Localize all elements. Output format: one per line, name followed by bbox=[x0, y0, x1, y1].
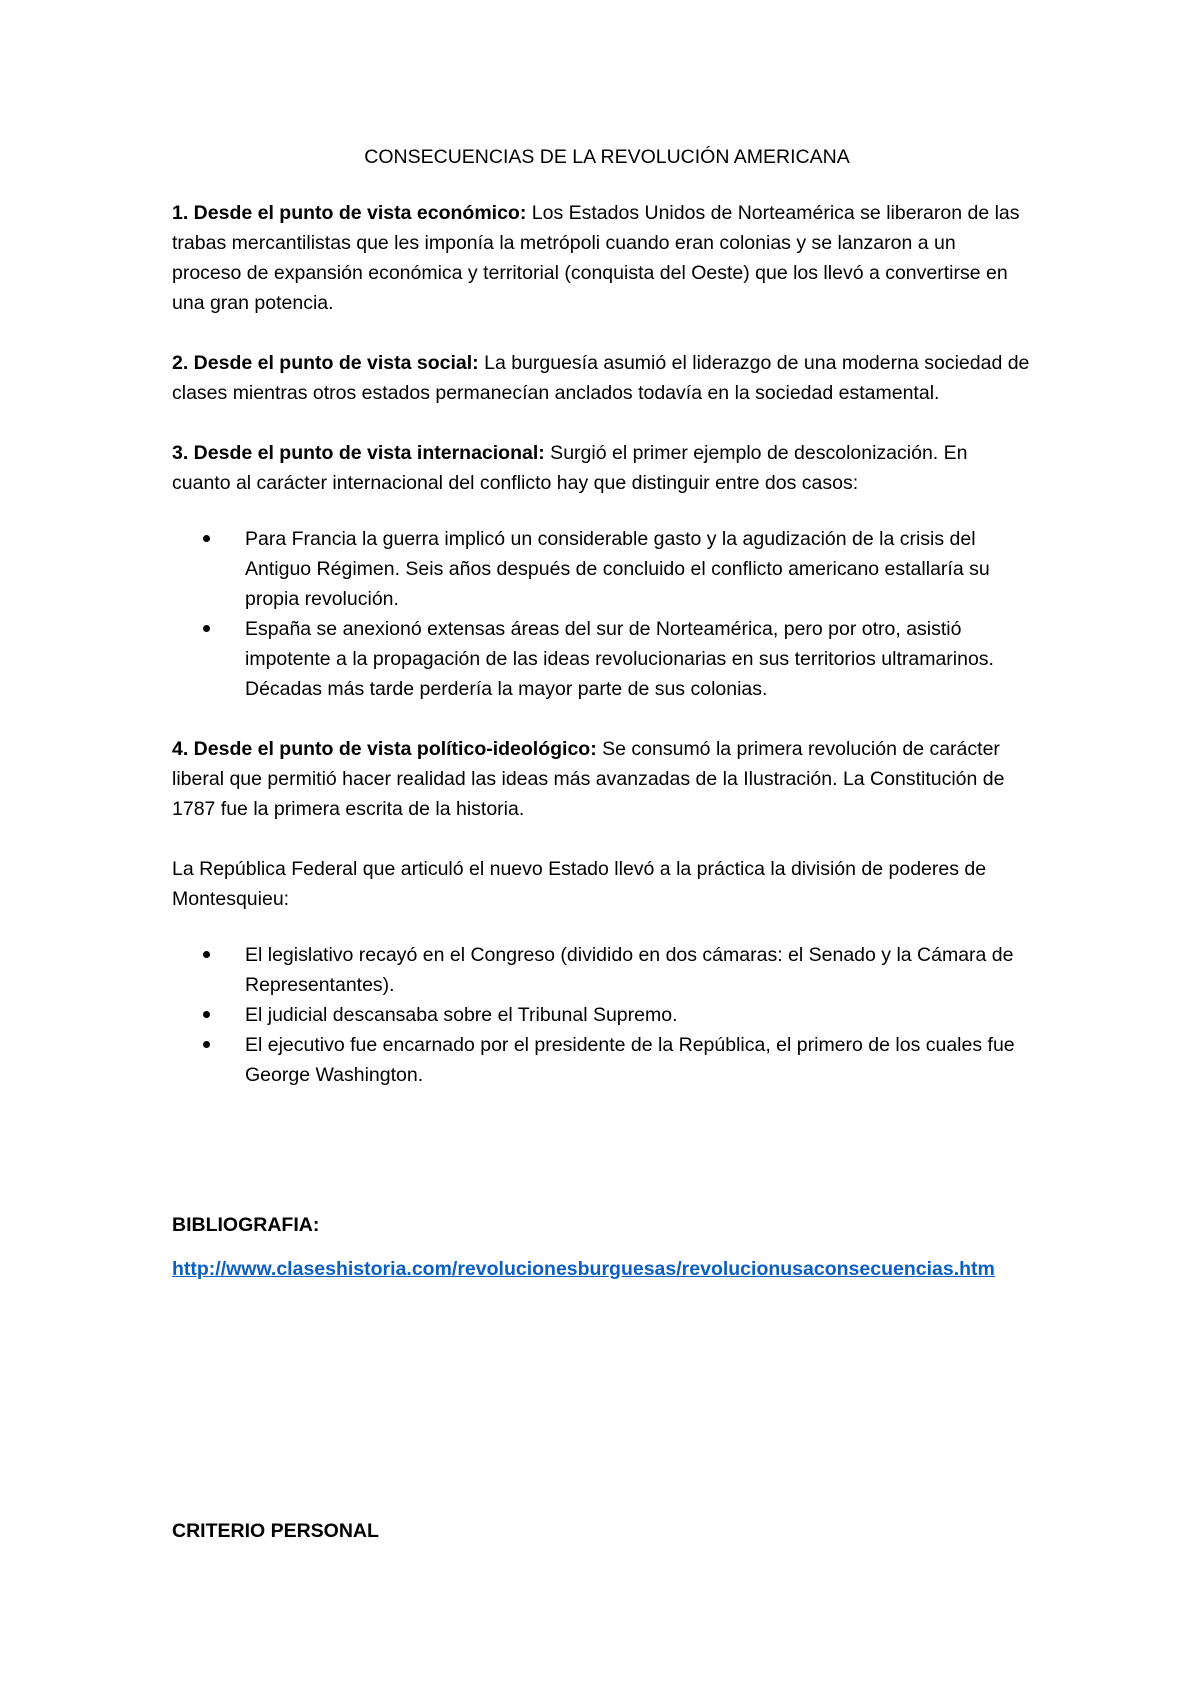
section-body: Los Estados Unidos de Norteamérica se liberaron de las trabas mercantilistas que les imponía la metrópoli cuando eran colonias y se lanzaron a un proceso de expansión económica y territorial (conquista del Oeste) que los llevó a convertirse en una gran potencia. bbox=[172, 202, 1020, 314]
international-bullet-list bbox=[172, 524, 1045, 704]
page-title: CONSECUENCIAS DE LA REVOLUCIÓN AMERICANA bbox=[364, 146, 850, 168]
section-social bbox=[172, 348, 1030, 408]
section-body: La burguesía asumió el liderazgo de una moderna sociedad de clases mientras otros estados permanecían anclados todavía en la sociedad estamental. bbox=[172, 352, 1030, 404]
section-economic bbox=[172, 198, 1030, 318]
list-item: España se anexionó extensas áreas del sur de Norteamérica, pero por otro, asistió impotente a la propagación de las ideas revolucionarias en sus territorios ultramarinos. Décadas más tarde perdería la mayor parte de sus colonias. bbox=[245, 614, 1045, 704]
section-heading: 1. Desde el punto de vista económico: bbox=[172, 202, 527, 224]
list-item: El legislativo recayó en el Congreso (dividido en dos cámaras: el Senado y la Cámara de Representantes). bbox=[245, 940, 1035, 1000]
bibliography-link[interactable]: http://www.claseshistoria.com/revolucionesburguesas/revolucionusaconsecuencias.htm bbox=[172, 1258, 995, 1280]
section-heading: 2. Desde el punto de vista social: bbox=[172, 352, 479, 374]
criterio-heading: CRITERIO PERSONAL bbox=[172, 1520, 379, 1542]
list-item: El ejecutivo fue encarnado por el presidente de la República, el primero de los cuales fue George Washington. bbox=[245, 1030, 1035, 1090]
section-body: Se consumó la primera revolución de carácter liberal que permitió hacer realidad las ideas más avanzadas de la Ilustración. La Constitución de 1787 fue la primera escrita de la historia. bbox=[172, 738, 1005, 820]
section-heading: 4. Desde el punto de vista político-ideológico: bbox=[172, 738, 597, 760]
blank-space bbox=[172, 1120, 1030, 1210]
bibliography-heading: BIBLIOGRAFIA: bbox=[172, 1214, 320, 1236]
federal-intro: La República Federal que articuló el nuevo Estado llevó a la práctica la división de poderes de Montesquieu: bbox=[172, 858, 987, 910]
section-political bbox=[172, 734, 1030, 824]
section-heading: 3. Desde el punto de vista internacional: bbox=[172, 442, 545, 464]
section-international bbox=[172, 438, 1030, 498]
section-body: Surgió el primer ejemplo de descolonización. En cuanto al carácter internacional del conflicto hay que distinguir entre dos casos: bbox=[172, 442, 968, 494]
list-item: Para Francia la guerra implicó un considerable gasto y la agudización de la crisis del Antiguo Régimen. Seis años después de concluido el conflicto americano estallaría su propia revolución. bbox=[245, 524, 1045, 614]
powers-bullet-list bbox=[172, 940, 1035, 1090]
list-item: El judicial descansaba sobre el Tribunal Supremo. bbox=[245, 1000, 1035, 1030]
